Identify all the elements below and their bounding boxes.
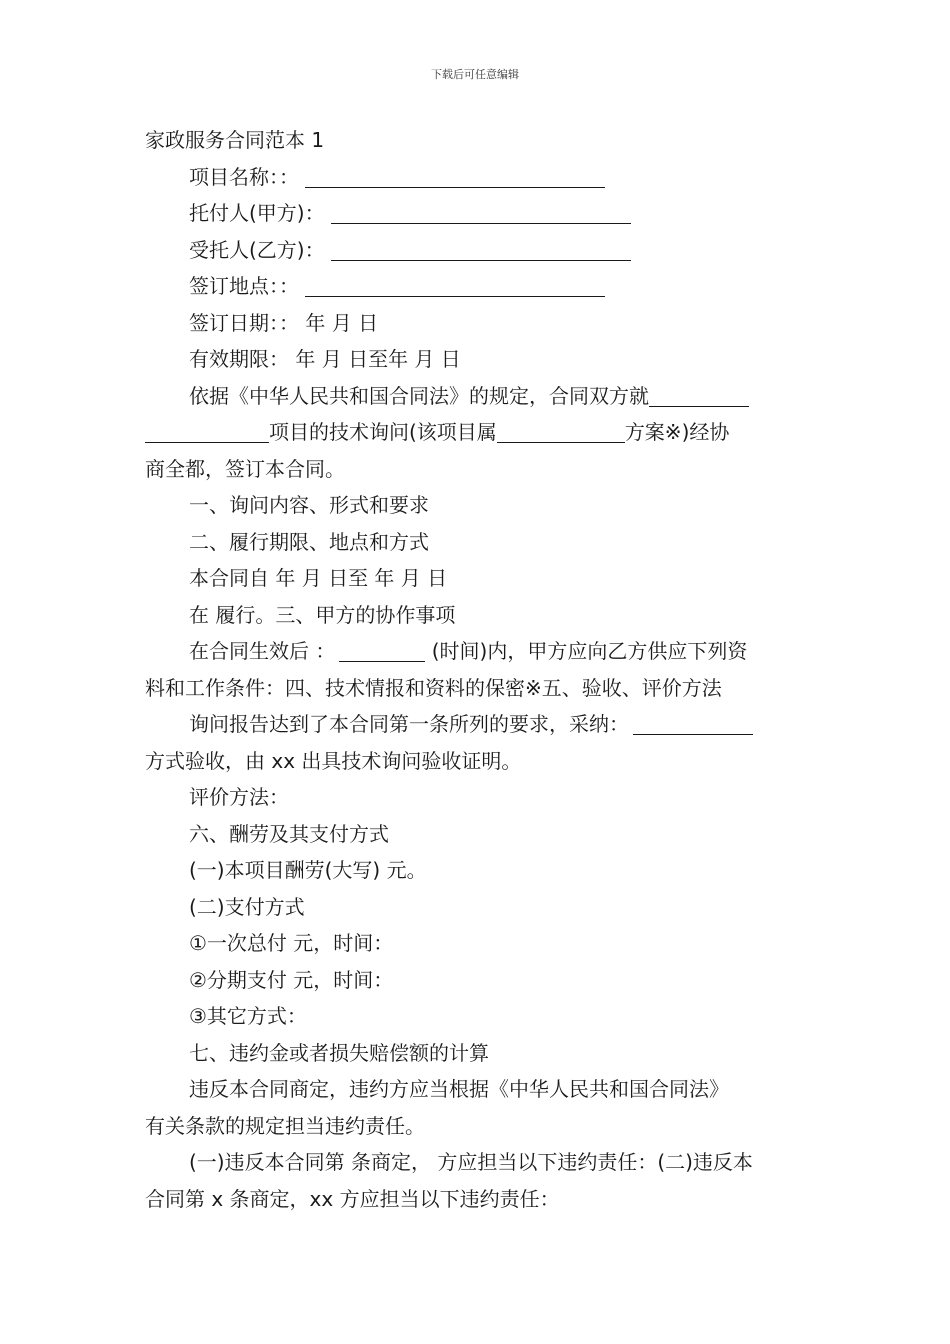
project-name-blank <box>305 165 605 188</box>
project-name-field <box>145 159 810 196</box>
paragraph-line: 合同第 x 条商定，xx 方应担当以下违约责任： <box>145 1186 560 1211</box>
paragraph-line: 在 履行。三、甲方的协作事项 <box>189 602 456 627</box>
paragraph-line <box>145 378 810 415</box>
sign-date-field: 签订日期：： 年 月 日 <box>189 310 379 335</box>
blank-line <box>633 712 753 735</box>
paragraph-line <box>145 414 810 451</box>
section-heading-1: 一、询问内容、形式和要求 <box>189 493 429 517</box>
sign-place-field <box>145 268 810 305</box>
paragraph-text: 在合同生效后 ： <box>189 639 336 663</box>
client-field <box>145 195 810 232</box>
validity-field: 有效期限： 年 月 日至年 月 日 <box>189 347 461 371</box>
blank-line <box>649 384 749 407</box>
paragraph-line: (一)本项目酬劳(大写) 元。 <box>189 858 427 882</box>
client-blank <box>331 201 631 224</box>
paragraph-line: 违反本合同商定，违约方应当根据《中华人民共和国合同法》 <box>189 1077 729 1101</box>
contract-document <box>145 122 810 1217</box>
contractor-label: 受托人(乙方)： <box>189 237 325 262</box>
section-heading-2: 二、履行期限、地点和方式 <box>189 529 429 554</box>
paragraph-line: 料和工作条件：四、技术情报和资料的保密※五、验收、评价方法 <box>145 675 722 700</box>
paragraph-line <box>145 706 810 743</box>
sign-place-label: 签订地点：： <box>189 274 299 298</box>
paragraph-line: 方式验收，由 xx 出具技术询问验收证明。 <box>145 748 522 773</box>
paragraph-line: 商全都，签订本合同。 <box>145 456 345 481</box>
paragraph-line <box>145 633 810 670</box>
blank-line <box>145 420 269 443</box>
paragraph-text: 方案※)经协 <box>624 420 730 444</box>
paragraph-line: (一)违反本合同第 条商定， 方应担当以下违约责任：(二)违反本 <box>189 1150 753 1174</box>
paragraph-line: ①一次总付 元，时间： <box>189 931 394 955</box>
blank-line <box>497 420 625 443</box>
paragraph-line: 评价方法： <box>189 785 289 809</box>
paragraph-text: 依据《中华人民共和国合同法》的规定，合同双方就 <box>189 383 649 408</box>
sign-place-blank <box>305 274 605 297</box>
paragraph-line: 有关条款的规定担当违约责任。 <box>145 1113 425 1138</box>
contractor-blank <box>331 238 631 261</box>
blank-line <box>339 639 425 662</box>
client-label: 托付人(甲方)： <box>189 201 325 225</box>
paragraph-line: (二)支付方式 <box>189 894 305 919</box>
paragraph-line: ②分期支付 元，时间： <box>189 967 394 992</box>
paragraph-text: (时间)内，甲方应向乙方供应下列资 <box>425 639 748 663</box>
paragraph-text: 询问报告达到了本合同第一条所列的要求，采纳： <box>189 712 629 736</box>
paragraph-line: 本合同自 年 月 日至 年 月 日 <box>189 566 448 590</box>
paragraph-line: ③其它方式： <box>189 1004 307 1028</box>
section-heading-6: 六、酬劳及其支付方式 <box>189 821 389 846</box>
page-header: 下载后可任意编辑 <box>431 68 519 81</box>
paragraph-text: 项目的技术询问(该项目属 <box>269 420 497 444</box>
section-heading-7: 七、违约金或者损失赔偿额的计算 <box>189 1040 489 1065</box>
document-title: 家政服务合同范本 1 <box>145 128 325 152</box>
project-name-label: 项目名称：： <box>189 164 299 189</box>
contractor-field <box>145 232 810 269</box>
